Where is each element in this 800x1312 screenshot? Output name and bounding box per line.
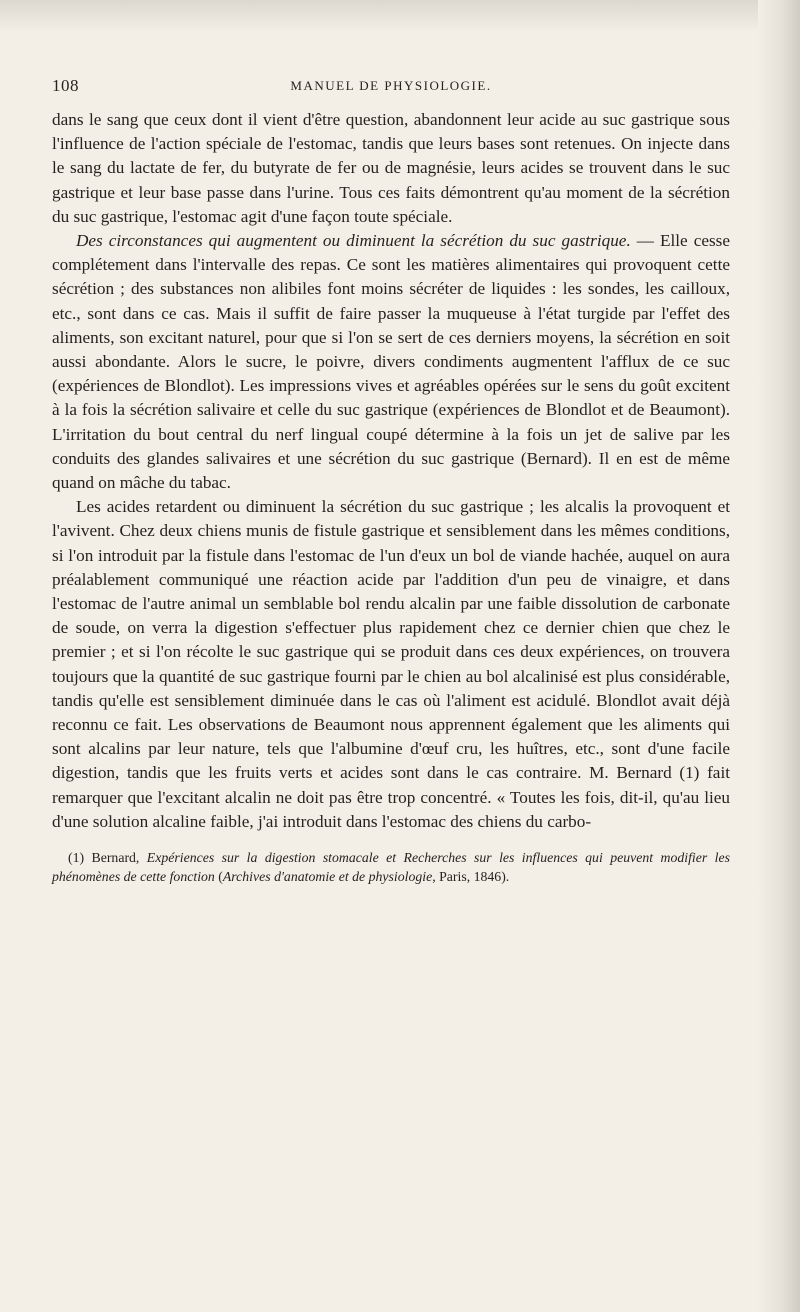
paragraph <box>52 108 730 229</box>
footnote-tail: , Paris, 1846). <box>432 869 510 885</box>
paragraph-text: dans le sang que ceux dont il vient d'être question, abandonnent leur acide au suc gastrique sous l'influence de l'action spéciale de l'estomac, tandis que leurs bases sont retenues. On injecte dans le sang du lactate de fer, du butyrate de fer ou de magnésie, leurs acides se trouvent dans le suc gastrique et leur base passe dans l'urine. Tous ces faits démontrent qu'au moment de la sécrétion du suc gastrique, l'estomac agit d'une façon toute spéciale. <box>52 110 730 226</box>
paragraph <box>52 229 730 495</box>
page-top-shadow <box>0 0 800 32</box>
footnote-text <box>52 848 730 886</box>
footnote <box>52 848 730 886</box>
paragraph-text: Les acides retardent ou diminuent la sécrétion du suc gastrique ; les alcalis la provoquent et l'avivent. Chez deux chiens munis de fistule gastrique et sensiblement dans les mêmes conditions, si l'on introduit par la fistule dans l'estomac de l'un d'eux un bol de viande hachée, auquel on aura préalablement communiqué une réaction acide par l'addition d'un peu de vinaigre, et dans l'estomac de l'autre animal un semblable bol rendu alcalin par une faible dissolution de carbonate de soude, on verra la digestion s'effectuer plus rapidement chez ce dernier chien que chez le premier ; et si l'on récolte le suc gastrique qui se produit dans ces deux expériences, on trouvera toujours que la quantité de suc gastrique fourni par le chien au bol alcalinisé est plus considérable, tandis qu'elle est sensiblement diminuée dans le cas où l'aliment est acidulé. Blondlot avait déjà reconnu ce fait. Les observations de Beaumont nous apprennent également que les aliments qui sont alcalins par leur nature, tels que l'albumine d'œuf cru, les huîtres, etc., sont d'une facile digestion, tandis que les fruits verts et acides sont dans le cas contraire. M. Bernard (1) fait remarquer que l'excitant alcalin ne doit pas être trop concentré. « Toutes les fois, dit-il, qu'au lieu d'une solution alcaline faible, j'ai introduit dans l'estomac des chiens du carbo- <box>52 497 730 831</box>
running-title: MANUEL DE PHYSIOLOGIE. <box>290 78 492 93</box>
page-number: 108 <box>52 76 79 95</box>
book-page <box>52 76 730 886</box>
footnote-source: Archives d'anatomie et de physiologie <box>222 869 433 885</box>
footnote-title: Expériences sur la digestion stomacale et Recherches sur les influences qui peuvent modifier les phénomènes de cette fonction <box>52 850 730 885</box>
page-gutter-shadow <box>758 0 800 1312</box>
page-header <box>52 76 730 98</box>
paragraph <box>52 495 730 834</box>
footnote-separator: ( <box>214 869 223 885</box>
footnote-marker: (1) Bernard, <box>68 850 147 866</box>
body-text <box>52 108 730 834</box>
paragraph-text: — Elle cesse complétement dans l'intervalle des repas. Ce sont les matières alimentaires qui provoquent cette sécrétion ; des substances non alibiles font moins sécréter de liquides : les sondes, les cailloux, etc., sont dans ce cas. Mais il suffit de faire passer la muqueuse à l'état turgide par l'effet des aliments, son excitant naturel, pour que si l'on se sert de ces derniers moyens, la sécrétion en soit aussi abondante. Alors le sucre, le poivre, divers condiments augmentent l'afflux de ce suc (expériences de Blondlot). Les impressions vives et agréables opérées sur le sens du goût excitent à la fois la sécrétion salivaire et celle du suc gastrique (expériences de Blondlot et de Beaumont). L'irritation du bout central du nerf lingual coupé détermine à la fois un jet de salive par les conduits des glandes salivaires et une sécrétion du suc gastrique (Bernard). Il en est de même quand on mâche du tabac. <box>52 231 730 493</box>
section-lead-heading: Des circonstances qui augmentent ou diminuent la sécrétion du suc gastrique. <box>76 231 631 251</box>
